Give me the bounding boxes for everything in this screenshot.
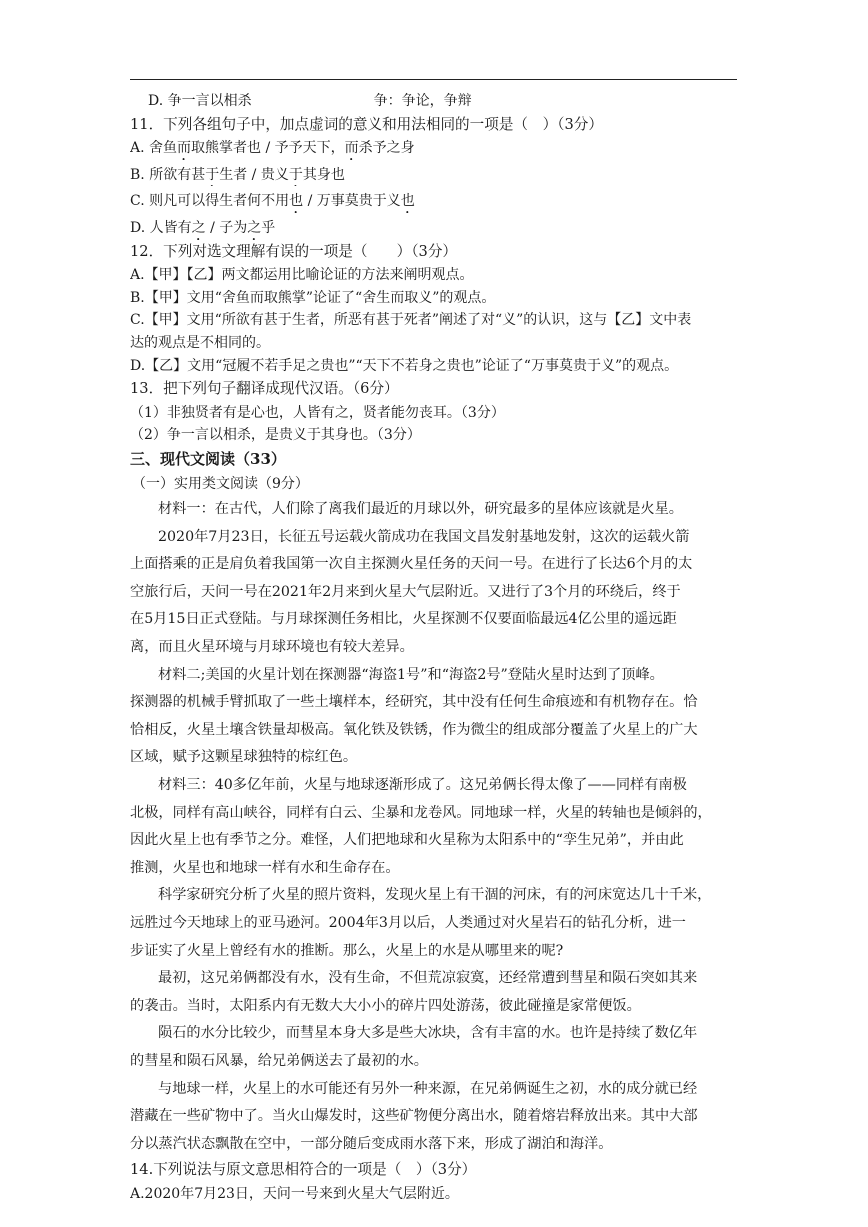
passage-line: 因此火星上也有季节之分。难怪，人们把地球和火星称为太阳系中的“孪生兄弟”，并由此	[130, 832, 684, 849]
passage-line: 步证实了火星上曾经有水的推断。那么，火星上的水是从哪里来的呢?	[130, 942, 564, 959]
q12-line: C.【甲】文用“所欲有甚于生者，所恶有甚于死者”阐述了对“义”的认识，这与【乙】文中表	[130, 312, 692, 329]
dotted-word: 也	[289, 193, 304, 210]
passage-line: 陨石的水分比较少，而彗星本身大多是些大冰块，含有丰富的水。也许是持续了数亿年	[158, 1025, 698, 1042]
passage-line: 的彗星和陨石风暴，给兄弟俩送去了最初的水。	[130, 1052, 428, 1069]
passage-line: 材料一：在古代，人们除了离我们最近的月球以外，研究最多的星体应该就是火星。	[158, 501, 683, 518]
dotted-word: 于	[205, 166, 220, 183]
dotted-word: 而	[344, 140, 359, 157]
passage-line: 在5月15日正式登陆。与月球探测任务相比，火星探测不仅要面临最远4亿公里的遥远距	[130, 611, 677, 628]
q10-option-d	[130, 90, 740, 113]
exam-page	[130, 90, 740, 1206]
option-gloss: 争：争论，争辩	[373, 93, 472, 109]
passage-line: 2020年7月23日，长征五号运载火箭成功在我国文昌发射基地发射，这次的运载火箭	[158, 528, 690, 545]
dotted-word: 之	[247, 219, 262, 236]
dotted-word: 而	[177, 140, 192, 157]
q12-line: A.【甲】【乙】两文都运用比喻论证的方法来阐明观点。	[130, 267, 474, 284]
q13-item: （2）争一言以相杀，是贵义于其身也。（3分）	[130, 427, 421, 444]
q12-line: 达的观点是不相同的。	[130, 334, 270, 351]
passage-line: 潜藏在一些矿物中了。当火山爆发时，这些矿物便分离出水，随着熔岩释放出来。其中大部	[130, 1108, 698, 1125]
q14-stem: 14.下列说法与原文意思相符合的一项是（ ）（3分）	[130, 1161, 477, 1179]
q12-stem: 12．下列对选文理解有误的一项是（ ）（3分）	[130, 242, 458, 260]
dotted-word: 也	[400, 193, 415, 210]
passage-line: 材料二;美国的火星计划在探测器“海盗1号”和“海盗2号”登陆火星时达到了顶峰。	[158, 666, 664, 683]
passage-line: 推测，火星也和地球一样有水和生命存在。	[130, 859, 400, 876]
dotted-word: 之	[191, 219, 206, 236]
passage-line: 科学家研究分析了火星的照片资料，发现火星上有干涸的河床，有的河床宽达几十千米，	[158, 887, 712, 904]
passage-line: 探测器的机械手臂抓取了一些土壤样本，经研究，其中没有任何生命痕迹和有机物存在。恰	[130, 694, 698, 711]
section-title: 三、现代文阅读（33）	[130, 449, 286, 468]
dotted-word: 于	[288, 166, 303, 183]
passage-line: 的袭击。当时，太阳系内有无数大大小小的碎片四处游荡，彼此碰撞是家常便饭。	[130, 997, 641, 1014]
q11-option-a: A. 舍鱼而取熊掌者也 / 予予天下，而杀予之身	[130, 140, 415, 157]
q11-stem: 11．下列各组句子中，加点虚词的意义和用法相同的一项是（ ）（3分）	[130, 115, 603, 133]
section-subtitle: （一）实用类文阅读（9分）	[132, 475, 309, 492]
passage-line: 最初，这兄弟俩都没有水，没有生命，不但荒凉寂寞，还经常遭到彗星和陨石突如其来	[158, 970, 698, 987]
q11-option-b: B. 所欲有甚于生者 / 贵义于其身也	[130, 166, 345, 183]
q13-item: （1）非独贤者有是心也，人皆有之，贤者能勿丧耳。（3分）	[130, 404, 505, 421]
q11-option-c: C. 则凡可以得生者何不用也 / 万事莫贵于义也	[130, 193, 415, 210]
q14-option-a: A.2020年7月23日，天问一号来到火星大气层附近。	[130, 1185, 459, 1202]
option-text: D. 争一言以相杀	[148, 93, 252, 109]
passage-line: 材料三：40多亿年前，火星与地球逐渐形成了。这兄弟俩长得太像了——同样有南极	[158, 777, 687, 794]
q12-line: D.【乙】文用“冠履不若手足之贵也”“天下不若身之贵也”论证了“万事莫贵于义”的观点。	[130, 357, 679, 374]
passage-line: 恰相反，火星土壤含铁量却极高。氧化铁及铁锈，作为微尘的组成部分覆盖了火星上的广大	[130, 721, 698, 738]
passage-line: 与地球一样，火星上的水可能还有另外一种来源，在兄弟俩诞生之初，水的成分就已经	[158, 1080, 698, 1097]
passage-line: 离，而且火星环境与月球环境也有较大差异。	[130, 639, 414, 656]
passage-line: 北极，同样有高山峡谷，同样有白云、尘暴和龙卷风。同地球一样，火星的转轴也是倾斜的，	[130, 804, 712, 821]
passage-line: 远胜过今天地球上的亚马逊河。2004年3月以后，人类通过对火星岩石的钻孔分析，进一	[130, 915, 686, 931]
passage-line: 区域，赋予这颗星球独特的棕红色。	[130, 749, 358, 766]
passage-line: 空旅行后，天问一号在2021年2月来到火星大气层附近。又进行了3个月的环绕后，终于	[130, 583, 681, 600]
header-rule	[130, 79, 737, 80]
q13-stem: 13．把下列句子翻译成现代汉语。（6分）	[130, 380, 399, 398]
q12-line: B.【甲】文用“舍鱼而取熊掌”论证了“舍生而取义”的观点。	[130, 289, 496, 306]
passage-line: 上面搭乘的正是肩负着我国第一次自主探测火星任务的天问一号。在进行了长达6个月的太	[130, 556, 693, 573]
passage-line: 分以蒸汽状态飘散在空中，一部分随后变成雨水落下来，形成了湖泊和海洋。	[130, 1135, 613, 1152]
q11-option-d: D. 人皆有之 / 子为之乎	[130, 219, 276, 236]
